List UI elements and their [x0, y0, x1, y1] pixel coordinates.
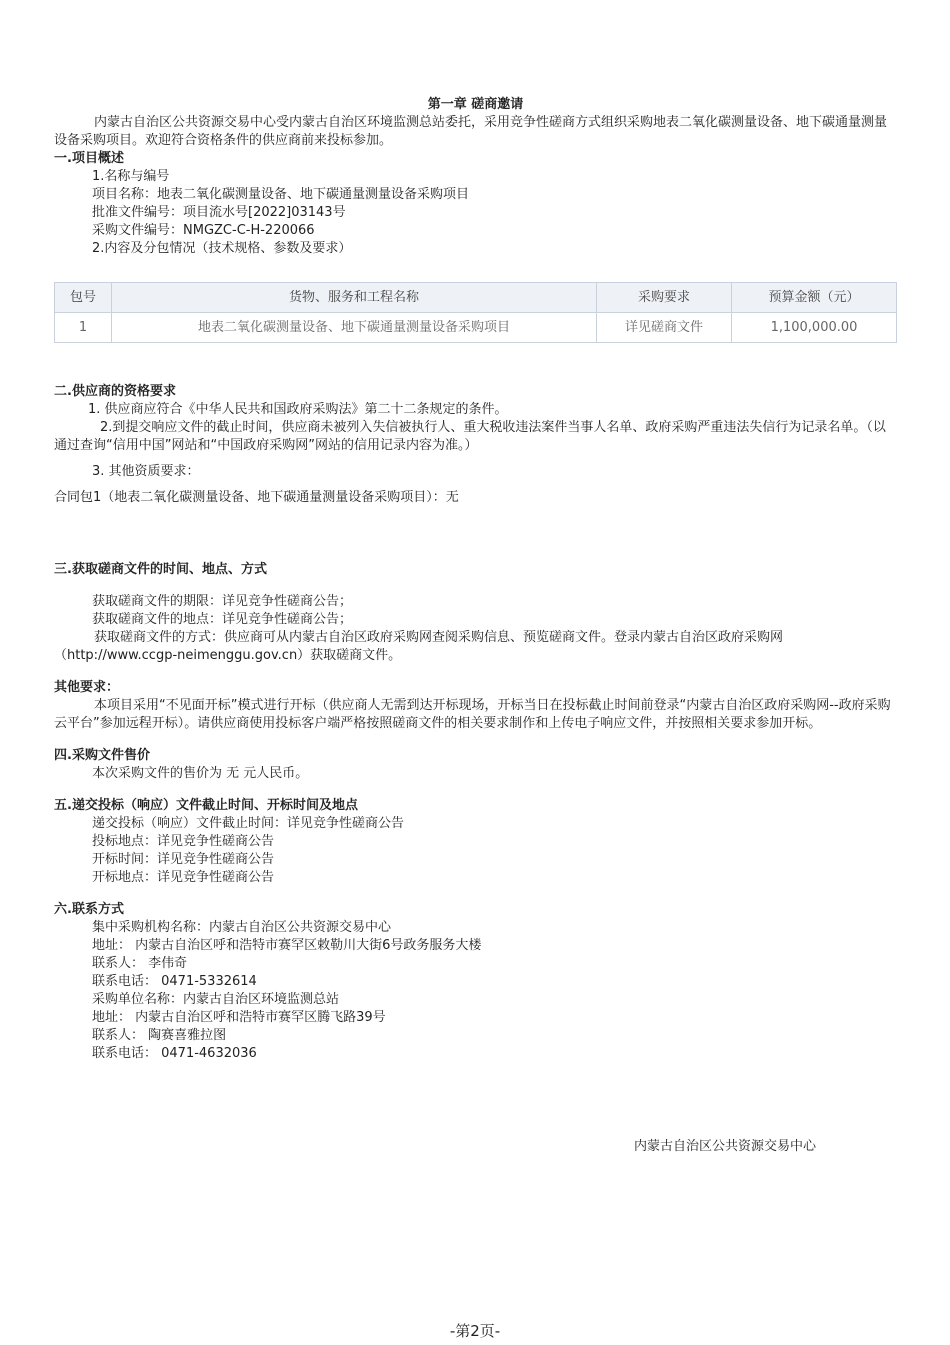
s6-line-5: 采购单位名称：内蒙古自治区环境监测总站 — [92, 992, 340, 1007]
s1-line-2: 项目名称：地表二氧化碳测量设备、地下碳通量测量设备采购项目 — [92, 187, 470, 202]
other-text: 本项目采用“不见面开标”模式进行开标（供应商人无需到达开标现场，开标当日在投标截止时间前登录“内蒙古自治区政府采购网--政府采购云平台”参加远程开标）。请供应商使用投标客户端严格按照磋商文件的相关要求制作和上传电子响应文件，并按照相关要求参加开标。 — [54, 698, 891, 731]
s4-text: 本次采购文件的售价为 无 元人民币。 — [92, 766, 309, 781]
table-header: 预算金额（元） — [732, 283, 897, 313]
package-table — [54, 282, 897, 343]
section-3-heading: 三.获取磋商文件的时间、地点、方式 — [54, 562, 267, 577]
document-body — [54, 96, 897, 1063]
s5-line-1: 递交投标（响应）文件截止时间：详见竞争性磋商公告 — [92, 816, 405, 831]
s6-line-4: 联系电话： 0471-5332614 — [92, 974, 257, 989]
signature: 内蒙古自治区公共资源交易中心 — [634, 1139, 817, 1154]
s6-line-2: 地址： 内蒙古自治区呼和浩特市赛罕区敕勒川大街6号政务服务大楼 — [92, 938, 482, 953]
s2-para-1: 1. 供应商应符合《中华人民共和国政府采购法》第二十二条规定的条件。 — [88, 402, 508, 417]
table-header: 货物、服务和工程名称 — [112, 283, 597, 313]
table-header: 采购要求 — [597, 283, 732, 313]
s6-line-3: 联系人： 李伟奇 — [92, 956, 188, 971]
section-5-heading: 五.递交投标（响应）文件截止时间、开标时间及地点 — [54, 798, 358, 813]
s2-para-2: 2.到提交响应文件的截止时间，供应商未被列入失信被执行人、重大税收违法案件当事人名单、政府采购严重违法失信行为记录名单。（以通过查询“信用中国”网站和“中国政府采购网”网站的信用记录内容为准。） — [54, 420, 886, 453]
s1-line-1: 1.名称与编号 — [92, 169, 170, 184]
table-cell: 1,100,000.00 — [732, 313, 897, 343]
s1-line-5: 2.内容及分包情况（技术规格、参数及要求） — [92, 241, 352, 256]
table-header-row — [55, 283, 897, 313]
table-cell: 地表二氧化碳测量设备、地下碳通量测量设备采购项目 — [112, 313, 597, 343]
s6-line-1: 集中采购机构名称：内蒙古自治区公共资源交易中心 — [92, 920, 392, 935]
s1-line-4: 采购文件编号：NMGZC-C-H-220066 — [92, 223, 315, 238]
s2-para-4: 合同包1（地表二氧化碳测量设备、地下碳通量测量设备采购项目）：无 — [54, 490, 459, 505]
s3-line-2: 获取磋商文件的地点：详见竞争性磋商公告； — [92, 612, 353, 627]
page-number: -第2页- — [449, 1322, 501, 1340]
s5-line-4: 开标地点：详见竞争性磋商公告 — [92, 870, 275, 885]
table-cell: 1 — [55, 313, 112, 343]
table-header: 包号 — [55, 283, 112, 313]
s5-line-2: 投标地点：详见竞争性磋商公告 — [92, 834, 275, 849]
s5-line-3: 开标时间：详见竞争性磋商公告 — [92, 852, 275, 867]
s6-line-7: 联系人： 陶赛喜雅拉图 — [92, 1028, 227, 1043]
s6-line-8: 联系电话： 0471-4632036 — [92, 1046, 257, 1061]
section-4-heading: 四.采购文件售价 — [54, 748, 150, 763]
s3-line-1: 获取磋商文件的期限：详见竞争性磋商公告； — [92, 594, 353, 609]
s6-line-6: 地址： 内蒙古自治区呼和浩特市赛罕区腾飞路39号 — [92, 1010, 386, 1025]
s3-line-3: 获取磋商文件的方式：供应商可从内蒙古自治区政府采购网查阅采购信息、预览磋商文件。登录内蒙古自治区政府采购网（http://www.ccgp-neimenggu.gov.cn）获取磋商文件。 — [54, 630, 784, 663]
table-cell: 详见磋商文件 — [597, 313, 732, 343]
section-1-heading: 一.项目概述 — [54, 151, 124, 166]
intro-paragraph: 内蒙古自治区公共资源交易中心受内蒙古自治区环境监测总站委托，采用竞争性磋商方式组织采购地表二氧化碳测量设备、地下碳通量测量设备采购项目。欢迎符合资格条件的供应商前来投标参加。 — [54, 115, 888, 148]
table-row — [55, 313, 897, 343]
section-6-heading: 六.联系方式 — [54, 902, 124, 917]
s2-para-3: 3. 其他资质要求： — [92, 464, 200, 479]
chapter-title: 第一章 磋商邀请 — [427, 97, 524, 112]
section-2-heading: 二.供应商的资格要求 — [54, 384, 176, 399]
s1-line-3: 批准文件编号：项目流水号[2022]03143号 — [92, 205, 346, 220]
other-heading: 其他要求： — [54, 680, 120, 695]
